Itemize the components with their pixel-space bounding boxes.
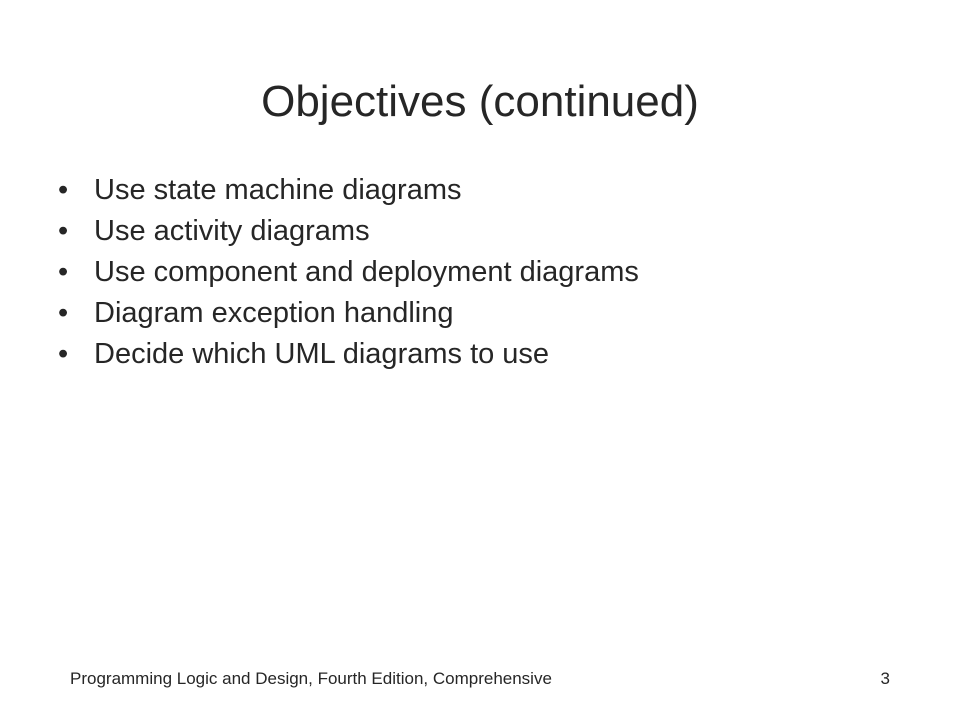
bullet-item — [58, 211, 639, 252]
bullet-item — [58, 170, 639, 211]
page-number: 3 — [880, 669, 890, 688]
bullet-text: Decide which UML diagrams to use — [94, 338, 550, 370]
bullet-icon: • — [58, 297, 69, 329]
bullet-text: Use activity diagrams — [94, 215, 370, 247]
bullet-icon: • — [58, 174, 69, 206]
bullet-icon: • — [58, 256, 69, 288]
bullet-item — [58, 334, 639, 375]
bullet-text: Use component and deployment diagrams — [94, 256, 639, 288]
bullet-text: Use state machine diagrams — [94, 174, 462, 206]
bullet-item — [58, 293, 639, 334]
bullet-item — [58, 252, 639, 293]
bullet-list — [58, 170, 639, 375]
footer-text: Programming Logic and Design, Fourth Edition, Comprehensive — [70, 669, 552, 688]
bullet-icon: • — [58, 338, 69, 370]
bullet-text: Diagram exception handling — [94, 297, 454, 329]
bullet-icon: • — [58, 215, 69, 247]
slide-title: Objectives (continued) — [261, 77, 699, 126]
